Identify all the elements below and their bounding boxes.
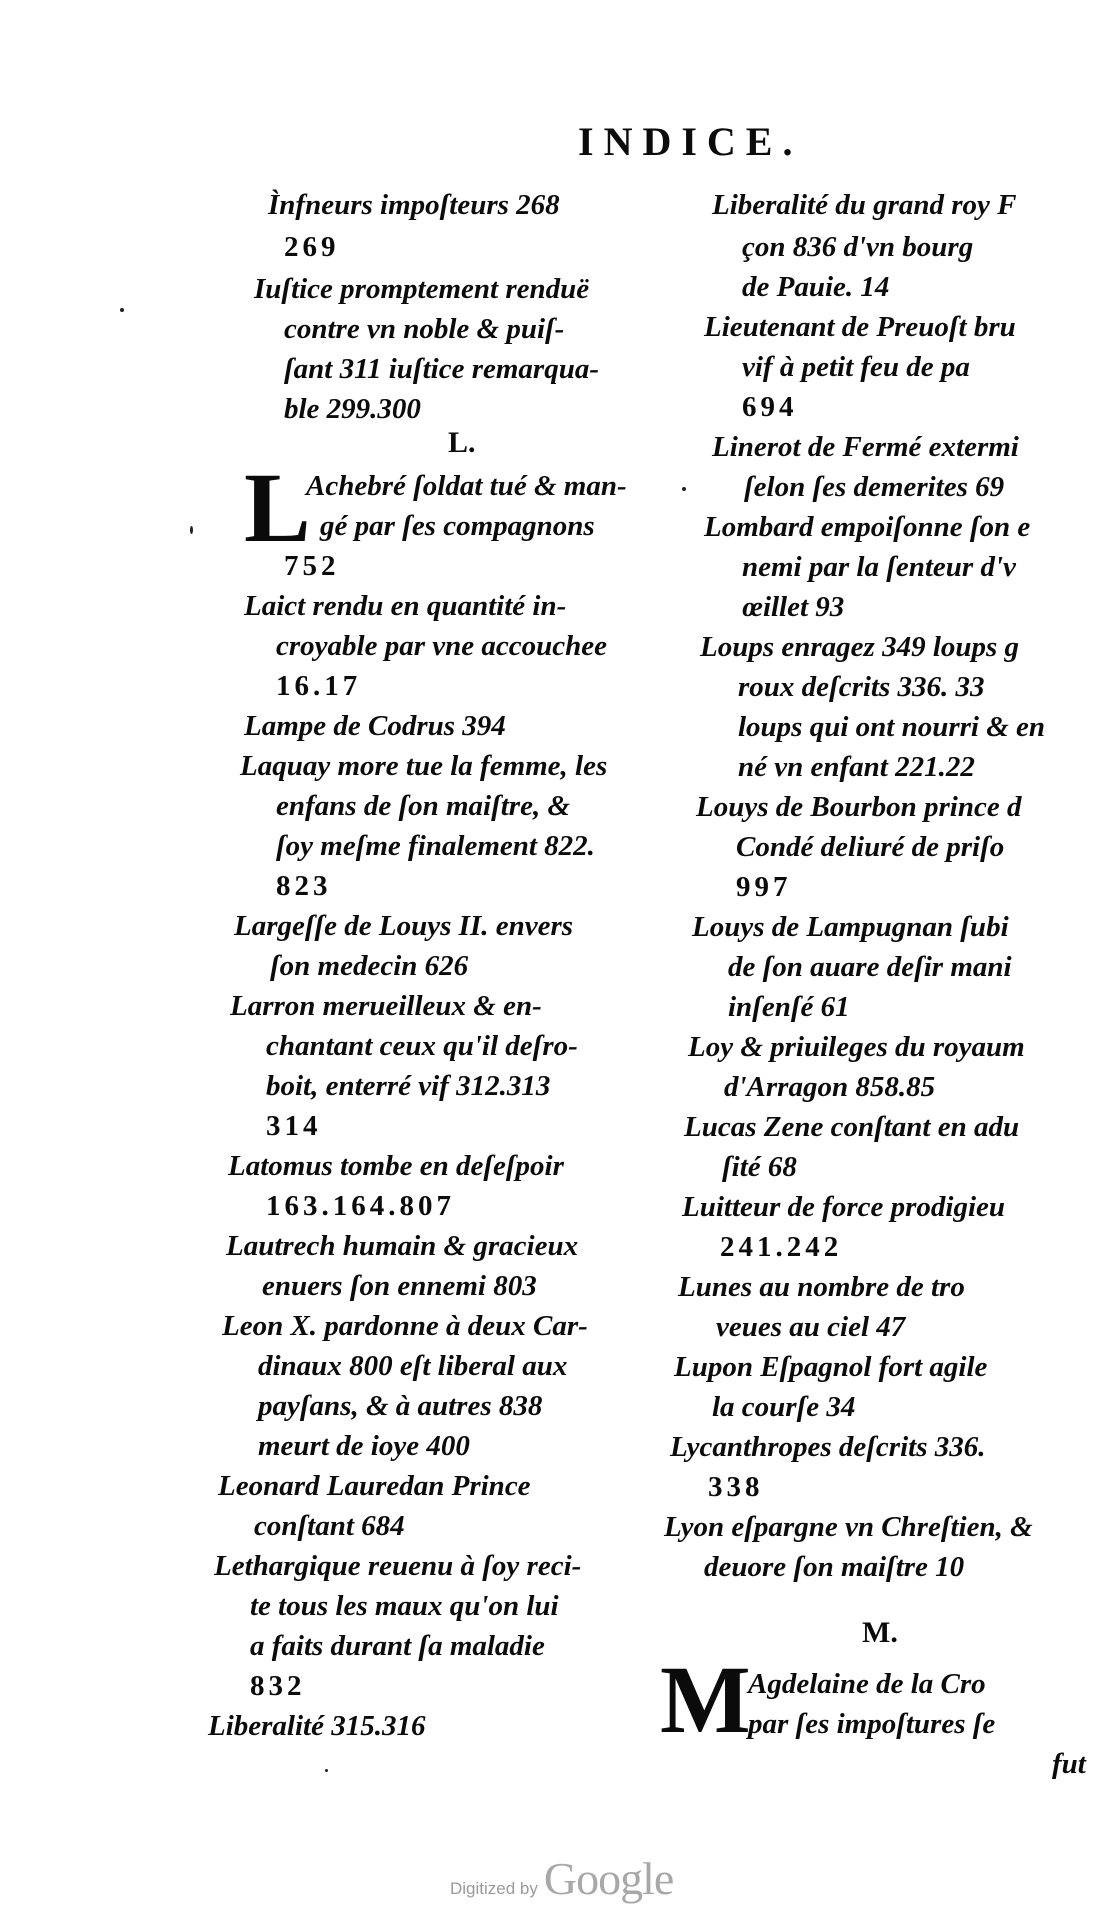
index-column-right — [652, 0, 1104, 1800]
index-entry: croyable par vne accouchee — [276, 630, 607, 662]
index-entry: 163.164.807 — [266, 1190, 455, 1222]
index-entry: nemi par la ſenteur d'v — [742, 551, 1016, 583]
index-entry: Luitteur de force prodigieu — [682, 1191, 1006, 1223]
index-entry: 269 — [284, 231, 340, 263]
index-entry: Leonard Lauredan Prince — [218, 1470, 531, 1502]
google-logo: Google — [543, 1853, 674, 1904]
index-entry: dinaux 800 eſt liberal aux — [258, 1350, 568, 1382]
index-entry: 997 — [736, 871, 792, 903]
index-entry: Achebré ſoldat tué & man- — [306, 470, 627, 502]
index-entry: Ìnfneurs impoſteurs 268 — [268, 189, 560, 221]
section-letter-l: L. — [448, 426, 476, 459]
index-entry: ſoy meſme finalement 822. — [276, 830, 595, 862]
index-entry: Lampe de Codrus 394 — [244, 710, 506, 742]
index-entry: Largeſſe de Louys II. envers — [234, 910, 574, 942]
index-entry: Lyon eſpargne vn Chreſtien, & — [664, 1511, 1033, 1543]
index-entry: Lieutenant de Preuoſt bru — [704, 311, 1016, 343]
index-entry: Leon X. pardonne à deux Car- — [222, 1310, 588, 1342]
index-entry: ſelon ſes demerites 69 — [744, 471, 1005, 503]
index-entry: gé par ſes compagnons — [320, 510, 595, 542]
index-entry: 338 — [708, 1471, 764, 1503]
index-entry: 16.17 — [276, 670, 362, 702]
index-entry: Liberalité 315.316 — [208, 1710, 426, 1742]
index-entry: ſité 68 — [722, 1151, 797, 1183]
index-entry: né vn enfant 221.22 — [738, 751, 975, 783]
index-entry: Loy & priuileges du royaum — [688, 1031, 1025, 1063]
index-entry: de ſon auare deſir mani — [728, 951, 1012, 983]
index-entry: vif à petit feu de pa — [742, 351, 970, 383]
index-entry: ſon medecin 626 — [270, 950, 469, 982]
index-entry: a faits durant ſa maladie — [250, 1630, 545, 1662]
index-entry: enuers ſon ennemi 803 — [262, 1270, 537, 1302]
index-entry: Lunes au nombre de tro — [678, 1271, 965, 1303]
index-entry: de Pauie. 14 — [742, 271, 890, 303]
index-entry: payſans, & à autres 838 — [258, 1390, 543, 1422]
index-entry: loups qui ont nourri & en — [738, 711, 1046, 743]
index-entry: 241.242 — [720, 1231, 843, 1263]
scan-speck — [120, 308, 124, 312]
dropcap-m: M — [660, 1646, 751, 1753]
digitized-watermark — [450, 1852, 673, 1905]
index-entry: d'Arragon 858.85 — [724, 1071, 936, 1103]
index-entry: Latomus tombe en deſeſpoir — [228, 1150, 564, 1182]
index-entry: meurt de ioye 400 — [258, 1430, 470, 1462]
index-entry: roux deſcrits 336. 33 — [738, 671, 985, 703]
index-entry: çon 836 d'vn bourg — [742, 231, 974, 263]
index-entry: 752 — [284, 550, 340, 582]
index-entry: Iuſtice promptement renduë — [254, 273, 590, 305]
index-entry: Laquay more tue la femme, les — [240, 750, 608, 782]
index-entry: deuore ſon maiſtre 10 — [704, 1551, 965, 1583]
index-entry: inſenſé 61 — [728, 991, 850, 1023]
index-entry: chantant ceux qu'il deſro- — [266, 1030, 578, 1062]
index-entry: Condé deliuré de priſo — [736, 831, 1005, 863]
index-entry: la courſe 34 — [712, 1391, 856, 1423]
index-entry: contre vn noble & puiſ- — [284, 313, 565, 345]
section-letter-m: M. — [862, 1616, 898, 1649]
index-entry: Laict rendu en quantité in- — [244, 590, 567, 622]
index-entry: Lethargique reuenu à ſoy reci- — [214, 1550, 582, 1582]
index-entry: 694 — [742, 391, 798, 423]
index-entry: fut — [1052, 1748, 1086, 1780]
index-entry: Loups enragez 349 loups g — [700, 631, 1020, 663]
index-entry: œillet 93 — [742, 591, 845, 623]
index-entry: Liberalité du grand roy F — [712, 189, 1017, 221]
watermark-prefix: Digitized by — [450, 1879, 538, 1898]
index-entry: Lycanthropes deſcrits 336. — [670, 1431, 986, 1463]
index-entry: Larron merueilleux & en- — [230, 990, 542, 1022]
index-entry: Agdelaine de la Cro — [748, 1668, 986, 1700]
index-entry: enfans de ſon maiſtre, & — [276, 790, 571, 822]
index-entry: Lupon Eſpagnol fort agile — [674, 1351, 988, 1383]
index-entry: Lautrech humain & gracieux — [226, 1230, 579, 1262]
index-entry: Louys de Lampugnan ſubi — [692, 911, 1009, 943]
scan-speck — [682, 487, 686, 491]
index-entry: par ſes impoſtures ſe — [748, 1708, 996, 1740]
index-entry: ble 299.300 — [284, 393, 421, 425]
index-entry: Louys de Bourbon prince d — [696, 791, 1022, 823]
index-entry: Lucas Zene conſtant en adu — [684, 1111, 1020, 1143]
scan-speck — [190, 526, 193, 534]
index-entry: 823 — [276, 870, 332, 902]
index-entry: veues au ciel 47 — [716, 1311, 906, 1343]
index-entry: 314 — [266, 1110, 322, 1142]
index-entry: te tous les maux qu'on lui — [250, 1590, 559, 1622]
index-entry: ſant 311 iuſtice remarqua- — [284, 353, 599, 385]
scan-speck — [325, 1769, 328, 1772]
index-entry: Linerot de Fermé extermi — [712, 431, 1019, 463]
page-header-title: INDICE. — [578, 119, 803, 164]
dropcap-l: L — [244, 452, 311, 563]
index-entry: conſtant 684 — [254, 1510, 405, 1542]
index-entry: boit, enterré vif 312.313 — [266, 1070, 551, 1102]
index-entry: 832 — [250, 1670, 306, 1702]
index-entry: Lombard empoiſonne ſon e — [704, 511, 1031, 543]
